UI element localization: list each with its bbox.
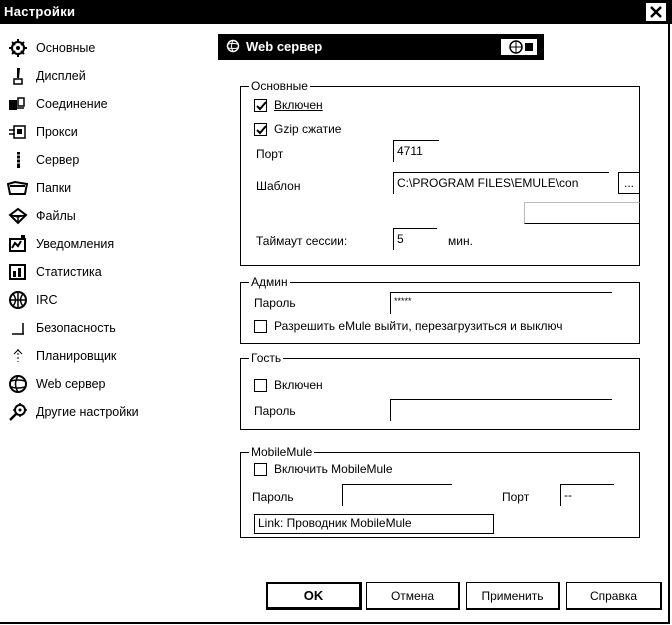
mobilemule-port-input[interactable]: -- [560,484,614,506]
allow-shutdown-label: Разрешить eMule выйти, перезагрузиться и выключ [274,319,563,333]
connection-icon [6,94,30,114]
port-label: Порт [256,147,284,161]
sidebar-item-label: Web сервер [36,377,106,391]
sidebar-item-label: Прокси [36,125,78,139]
scheduler-icon [6,346,30,366]
irc-icon [6,290,30,310]
cancel-button[interactable]: Отмена [366,582,460,610]
sidebar-item-server[interactable] [6,148,206,172]
guest-password-input[interactable] [390,399,612,421]
panel-header [218,34,544,60]
guest-group-title: Гость [251,351,282,365]
sidebar-item-display[interactable] [6,64,206,88]
mobilemule-enable-label: Включить MobileMule [274,462,393,476]
sidebar-item-label: Основные [36,41,96,55]
web-logo-icon [498,36,540,61]
timeout-unit: мин. [448,234,473,248]
enabled-checkbox[interactable] [254,99,267,112]
admin-group-title: Админ [251,275,288,289]
checkmark-icon [255,100,268,113]
template-label: Шаблон [256,179,301,193]
close-button[interactable] [646,3,666,21]
files-icon [6,206,30,226]
checkmark-icon [255,124,268,137]
disabled-button [524,202,640,224]
sidebar-item-other-settings[interactable] [6,400,206,424]
window-title: Настройки [4,4,76,19]
sidebar-item-irc[interactable] [6,288,206,312]
mobilemule-port-label: Порт [502,490,530,504]
sidebar-item-files[interactable] [6,204,206,228]
sidebar-item-label: Уведомления [36,237,115,251]
sidebar-item-label: Безопасность [36,321,116,335]
browse-button[interactable]: ... [618,172,640,194]
port-input[interactable]: 4711 [393,140,439,162]
main-group-title: Основные [251,79,308,93]
proxy-icon [6,122,30,142]
apply-button[interactable]: Применить [466,582,560,610]
sidebar-item-notifications[interactable] [6,232,206,256]
admin-password-input[interactable]: ***** [390,292,612,314]
sidebar-item-label: Дисплей [36,69,86,83]
gear-icon [6,38,30,58]
server-icon [6,150,30,170]
help-button[interactable]: Справка [566,582,662,610]
template-input[interactable]: C:\PROGRAM FILES\EMULE\con [393,172,609,194]
mobilemule-link[interactable]: Link: Проводник MobileMule [254,514,494,534]
gzip-checkbox[interactable] [254,123,267,136]
sidebar-item-label: Сервер [36,153,80,167]
admin-password-label: Пароль [254,296,296,310]
guest-enabled-label: Включен [274,378,323,392]
display-icon [6,66,30,86]
ok-button[interactable]: OK [266,582,362,610]
panel-title: Web сервер [246,39,323,54]
mobilemule-password-label: Пароль [252,490,294,504]
timeout-label: Таймаут сессии: [256,234,348,248]
sidebar-item-connection[interactable] [6,92,206,116]
mobilemule-group-title: MobileMule [251,445,313,459]
other-settings-icon [6,402,30,422]
guest-password-label: Пароль [254,404,296,418]
sidebar-item-folders[interactable] [6,176,206,200]
sidebar-item-general[interactable] [6,36,206,60]
sidebar-item-label: Планировщик [36,349,117,363]
mobilemule-password-input[interactable] [342,484,452,506]
webserver-icon [226,39,240,56]
guest-enabled-checkbox[interactable] [254,379,267,392]
sidebar-item-label: Другие настройки [36,405,139,419]
sidebar-item-label: IRC [36,293,58,307]
sidebar-item-label: Статистика [36,265,102,279]
mobilemule-enable-checkbox[interactable] [254,463,267,476]
sidebar-item-statistics[interactable] [6,260,206,284]
folder-icon [6,178,30,198]
sidebar-item-proxy[interactable] [6,120,206,144]
timeout-input[interactable]: 5 [393,228,437,250]
sidebar-item-label: Соединение [36,97,108,111]
close-icon [650,6,662,18]
webserver-icon [6,374,30,394]
sidebar-item-scheduler[interactable] [6,344,206,368]
sidebar-item-security[interactable] [6,316,206,340]
notification-icon [6,234,30,254]
sidebar-item-label: Папки [36,181,72,195]
statistics-icon [6,262,30,282]
sidebar-item-label: Файлы [36,209,76,223]
gzip-label: Gzip сжатие [274,122,342,136]
sidebar-item-webserver[interactable] [6,372,206,396]
enabled-label: Включен [274,98,323,112]
title-bar [0,0,672,24]
allow-shutdown-checkbox[interactable] [254,320,267,333]
security-icon [6,318,30,338]
